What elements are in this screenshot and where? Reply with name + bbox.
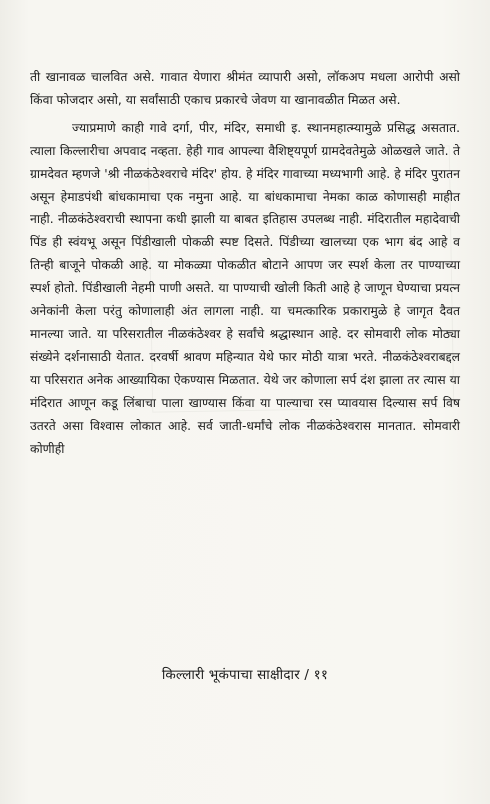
paragraph-2: ज्याप्रमाणे काही गावे दर्गा, पीर, मंदिर, समाधी इ. स्थानमहात्म्यामुळे प्रसिद्ध असतात. त्याला किल्लारीचा अपवाद नव्हता. हेही गाव आपल्या वैशिष्ट्यपूर्ण ग्रामदेवतेमुळे ओळखले जाते. ते ग्रामदेवत म्हणजे 'श्री नीळकंठेश्वराचे मंदिर' होय. हे मंदिर गावाच्या मध्यभागी आहे. हे मंदिर पुरातन असून हेमाडपंथी बांधकामाचा एक नमुना आहे. या बांधकामाचा नेमका काळ कोणासही माहीत नाही. नीळकंठेश्वराची स्थापना कधी झाली या बाबत इतिहास उपलब्ध नाही. मंदिरातील महादेवाची पिंड ही स्वंयभू असून पिंडीखाली पोकळी स्पष्ट दिसते. पिंडीच्या खालच्या एक भाग बंद आहे व तिन्ही बाजूने पोकळी आहे. या मोकळ्या पोकळीत बोटाने आपण जर स्पर्श केला तर पाण्याच्या स्पर्श होतो. पिंडीखाली नेहमी पाणी असते. या पाण्याची खोली किती आहे हे जाणून घेण्याचा प्रयत्न अनेकांनी केला परंतु कोणालाही अंत लागला नाही. या चमत्कारिक प्रकारामुळे हे जागृत दैवत मानल्या जाते. या परिसरातील नीळकंठेश्वर हे सर्वांचे श्रद्धास्थान आहे. दर सोमवारी लोक मोठ्या संख्येने दर्शनासाठी येतात. दरवर्षी श्रावण महिन्यात येथे फार मोठी यात्रा भरते. नीळकंठेश्वराबद्दल या परिसरात अनेक आख्यायिका ऐकण्यास मिळतात. येथे जर कोणाला सर्प दंश झाला तर त्यास या मंदिरात आणून कडू लिंबाचा पाला खाण्यास किंवा या पाल्याचा रस प्यावयास दिल्यास सर्प विष उतरते असा विश्वास लोकात आहे. सर्व जाती-धर्मांचे लोक नीळकंठेश्वरास मानतात. सोमवारी कोणीही — [30, 120, 460, 456]
page-footer — [0, 664, 490, 683]
page-body — [30, 66, 460, 460]
paragraph-1: ती खानावळ चालवित असे. गावात येणारा श्रीमंत व्यापारी असो, लॉकअप मधला आरोपी असो किंवा फोजदार असो, या सर्वांसाठी एकाच प्रकारचे जेवण या खानावळीत मिळत असे. — [30, 70, 460, 107]
footer-book-title-page-number: किल्लारी भूकंपाचा साक्षीदार / ११ — [161, 667, 329, 683]
